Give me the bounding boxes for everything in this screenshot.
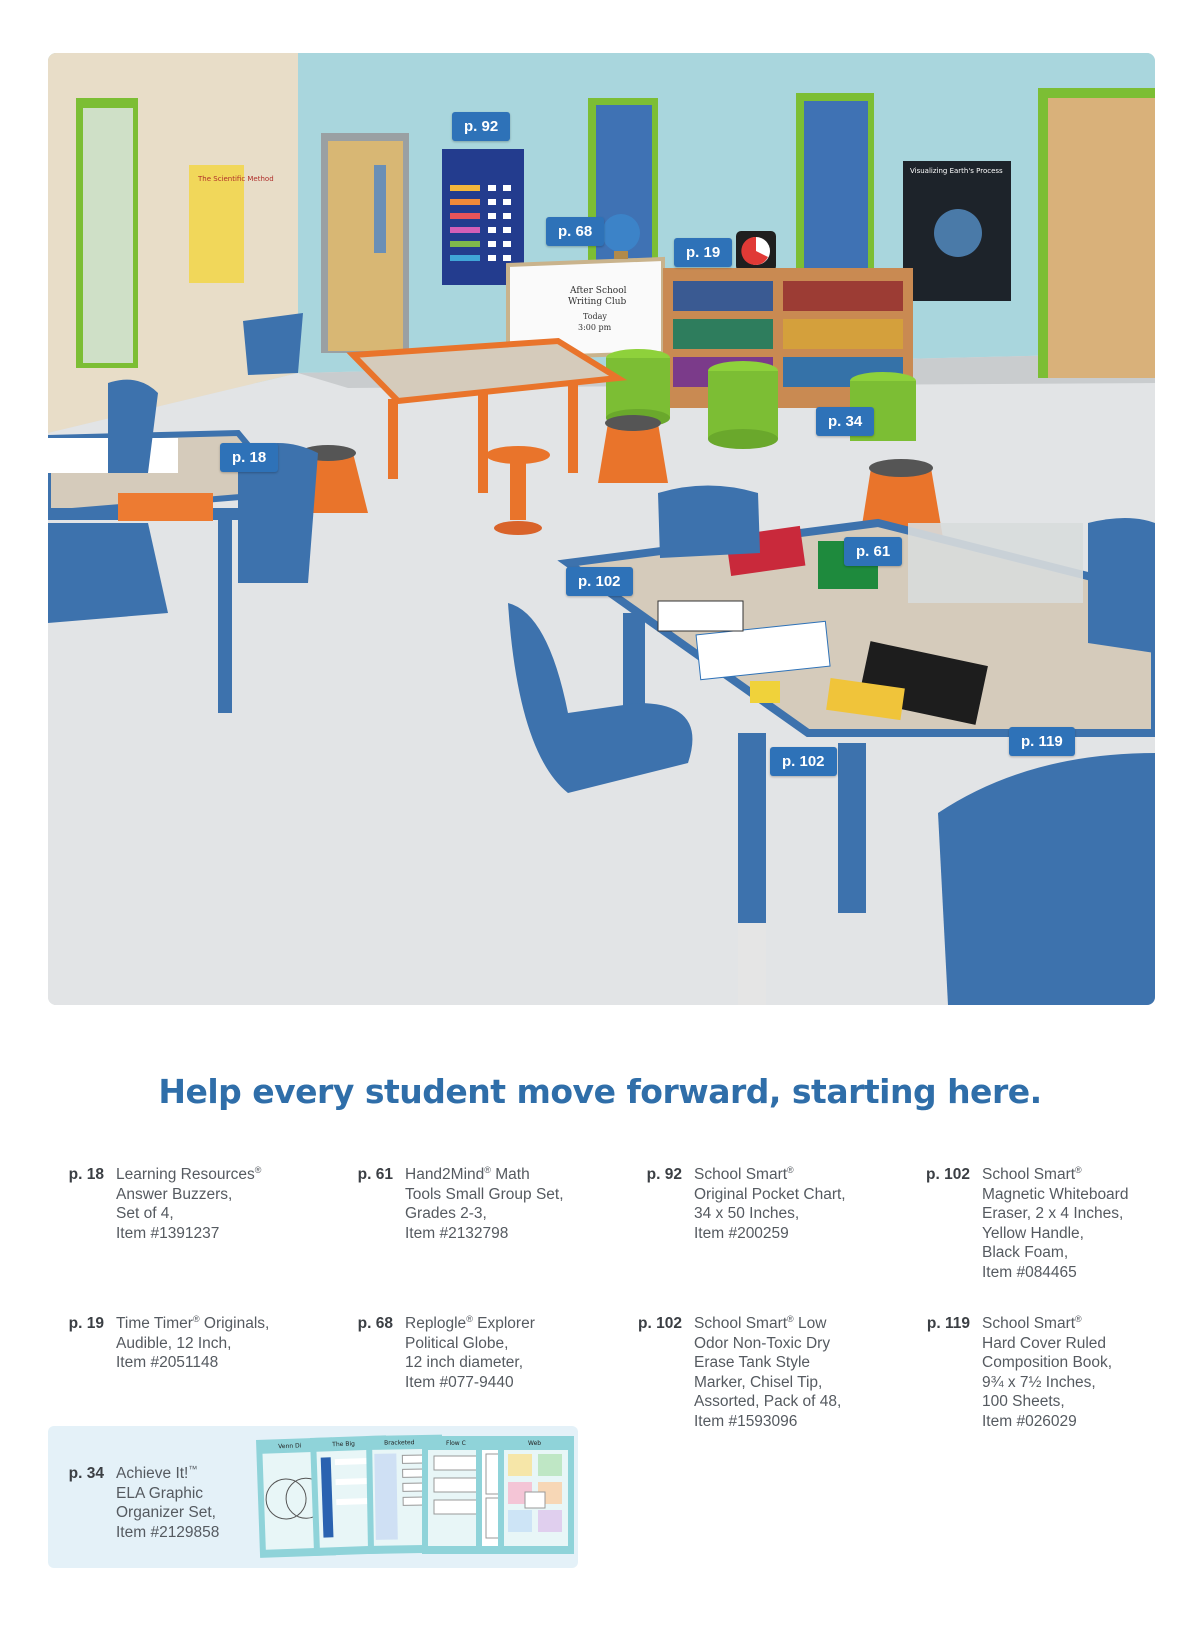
callout-markers[interactable]: p. 102 [566, 567, 633, 596]
callout-organizer[interactable]: p. 34 [816, 407, 874, 436]
product-brand: School Smart [982, 1166, 1076, 1183]
callout-globe[interactable]: p. 68 [546, 217, 604, 246]
callout-math-tools[interactable]: p. 61 [844, 537, 902, 566]
callout-timer[interactable]: p. 19 [674, 238, 732, 267]
product-brand: Hand2Mind [405, 1166, 485, 1183]
product-graphic-organizer [48, 1464, 219, 1542]
product-details: Magnetic Whiteboard Eraser, 2 x 4 Inches, Yellow Handle, Black Foam, Item #084465 [982, 1185, 1129, 1281]
svg-text:After School: After School [570, 286, 627, 296]
trademark: ® [484, 1164, 491, 1175]
svg-text:3:00 pm: 3:00 pm [578, 323, 612, 332]
callout-pocket-chart[interactable]: p. 92 [452, 112, 510, 141]
product-page: p. 19 [68, 1315, 104, 1332]
svg-text:Today: Today [583, 312, 607, 321]
product-math-tools [337, 1165, 564, 1243]
product-page: p. 92 [646, 1166, 682, 1183]
sheet-title: Web [528, 1440, 542, 1447]
headline: Help every student move forward, starting here. [158, 1072, 1042, 1111]
product-details: ELA Graphic Organizer Set, Item #2129858 [116, 1484, 220, 1541]
product-brand: Replogle [405, 1315, 467, 1332]
trademark: ™ [188, 1463, 198, 1474]
product-details: Original Pocket Chart, 34 x 50 Inches, Item #200259 [694, 1185, 846, 1242]
product-page: p. 102 [926, 1166, 970, 1183]
product-globe [337, 1314, 535, 1392]
classroom-hero-image [48, 53, 1155, 1005]
product-details: Explorer Political Globe, 12 inch diameter, Item #077-9440 [405, 1315, 535, 1391]
sheet-title: Flow C [446, 1440, 466, 1447]
product-brand: School Smart [694, 1166, 788, 1183]
product-page: p. 102 [638, 1315, 682, 1332]
product-page: p. 119 [926, 1315, 970, 1332]
callout-buzzers[interactable]: p. 18 [220, 443, 278, 472]
product-whiteboard-eraser [914, 1165, 1128, 1282]
trademark: ® [1075, 1313, 1082, 1324]
product-brand: Time Timer [116, 1315, 193, 1332]
svg-text:The Scientific Method: The Scientific Method [198, 175, 274, 183]
product-dry-erase-markers [626, 1314, 841, 1431]
product-page: p. 34 [68, 1465, 104, 1482]
trademark: ® [254, 1164, 262, 1175]
trademark: ® [1075, 1164, 1082, 1175]
product-brand: School Smart [982, 1315, 1076, 1332]
svg-text:Writing Club: Writing Club [568, 297, 627, 307]
sheet-title: Venn Di [278, 1442, 302, 1451]
trademark: ® [466, 1313, 473, 1324]
sheet-title: The Big [332, 1440, 356, 1449]
product-details: Hard Cover Ruled Composition Book, 9¾ x 7½ Inches, 100 Sheets, Item #026029 [982, 1334, 1113, 1430]
trademark: ® [787, 1313, 794, 1324]
sheet-title: Bracketed [384, 1439, 415, 1447]
classroom-illustration [48, 53, 1155, 1005]
product-details: Low Odor Non-Toxic Dry Erase Tank Style Marker, Chisel Tip, Assorted, Pack of 48, Item #1593096 [694, 1315, 842, 1430]
product-page: p. 18 [68, 1166, 104, 1183]
callout-eraser[interactable]: p. 102 [770, 747, 837, 776]
product-details: Math Tools Small Group Set, Grades 2-3, Item #2132798 [405, 1166, 564, 1242]
product-pocket-chart [626, 1165, 846, 1243]
trademark: ® [787, 1164, 794, 1175]
trademark: ® [192, 1313, 200, 1324]
product-page: p. 68 [357, 1315, 393, 1332]
callout-composition-book[interactable]: p. 119 [1009, 727, 1075, 756]
product-time-timer [48, 1314, 269, 1373]
product-brand: Learning Resources [116, 1166, 255, 1183]
svg-text:Visualizing Earth's Process: Visualizing Earth's Process [910, 167, 1003, 175]
product-brand: School Smart [694, 1315, 788, 1332]
product-page: p. 61 [357, 1166, 393, 1183]
globe [602, 214, 640, 252]
product-details: Originals, Audible, 12 Inch, Item #2051148 [116, 1315, 270, 1371]
product-composition-book [914, 1314, 1112, 1431]
product-brand: Achieve It! [116, 1465, 189, 1482]
product-answer-buzzers [48, 1165, 261, 1243]
product-details: Answer Buzzers, Set of 4, Item #1391237 [116, 1185, 233, 1242]
